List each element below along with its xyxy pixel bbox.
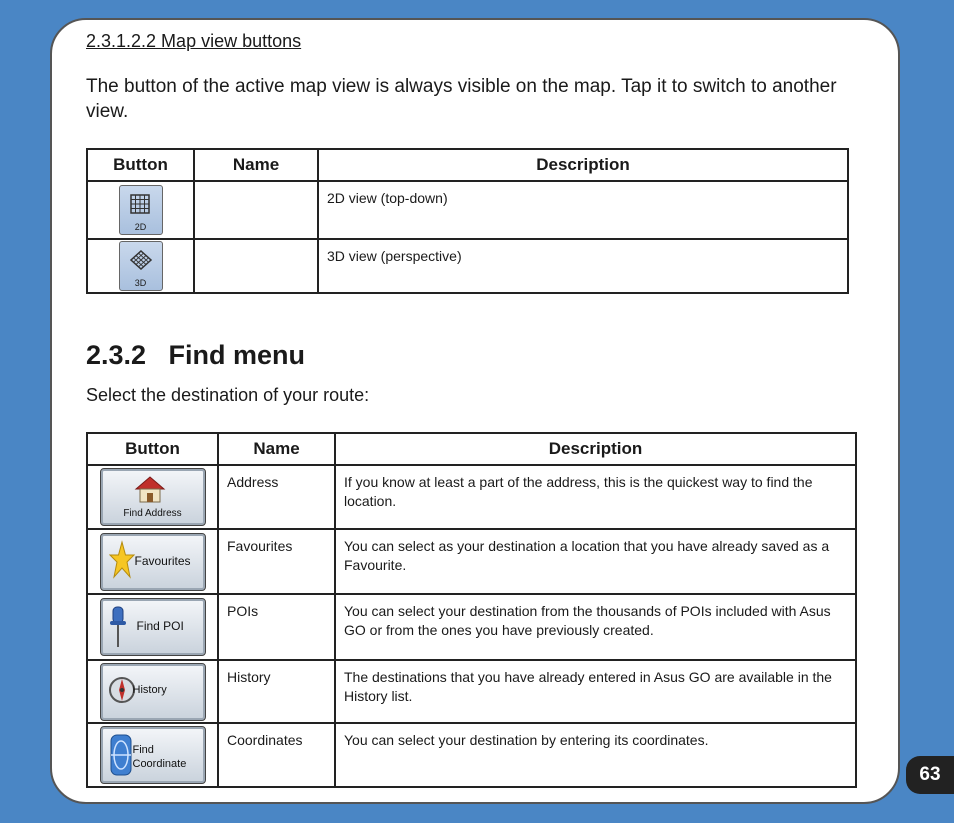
table-row [87, 239, 848, 293]
table-row [87, 465, 856, 529]
button-label: Favourites [134, 553, 191, 568]
view-description: 2D view (top-down) [318, 181, 848, 239]
find-option-description: The destinations that you have already entered in Asus GO are available in the History list. [335, 660, 856, 723]
find-option-description: You can select as your destination a location that you have already saved as a Favourite. [335, 529, 856, 594]
globe-icon [109, 733, 135, 777]
house-icon [133, 475, 167, 503]
col-header-name: Name [218, 433, 335, 465]
find-option-name: Favourites [218, 529, 335, 594]
col-header-description: Description [335, 433, 856, 465]
section-heading: 2.3.2 Find menu [86, 340, 306, 370]
find-address-button[interactable] [100, 468, 206, 526]
map-view-buttons-table [86, 148, 849, 294]
button-label: 2D [134, 222, 147, 232]
table-row [87, 660, 856, 723]
favourites-button[interactable] [100, 533, 206, 591]
find-menu-table [86, 432, 857, 788]
star-icon [109, 540, 135, 580]
table-row [87, 181, 848, 239]
col-header-name: Name [194, 149, 318, 181]
table-row [87, 723, 856, 787]
find-poi-button[interactable] [100, 598, 206, 656]
find-coordinate-button[interactable] [100, 726, 206, 784]
section-intro: Select the destination of your route: [86, 385, 370, 405]
2d-view-button[interactable] [119, 185, 163, 235]
table-row [87, 594, 856, 660]
button-label-line-2: Coordinate [132, 758, 187, 770]
subsection-heading: 2.3.1.2.2 Map view buttons [86, 31, 302, 51]
find-option-name: Address [218, 465, 335, 529]
intro-paragraph: The button of the active map view is always visible on the map. Tap it to switch to another view. [86, 76, 837, 122]
find-option-name: Coordinates [218, 723, 335, 787]
button-label-line-1: Find [132, 744, 154, 756]
col-header-button: Button [87, 149, 194, 181]
col-header-button: Button [87, 433, 218, 465]
perspective-grid-icon [130, 250, 152, 270]
grid-icon [130, 194, 150, 214]
page-number: 63 [906, 756, 954, 794]
find-option-description: You can select your destination by entering its coordinates. [335, 723, 856, 787]
pushpin-icon [109, 605, 127, 649]
find-option-description: You can select your destination from the thousands of POIs included with Asus GO or from the ones you have previously created. [335, 594, 856, 660]
3d-view-button[interactable] [119, 241, 163, 291]
find-option-name: History [218, 660, 335, 723]
button-label: 3D [134, 278, 147, 288]
button-label: Find Address [123, 508, 182, 519]
button-label: History [132, 683, 167, 696]
view-description: 3D view (perspective) [318, 239, 848, 293]
view-name [194, 239, 318, 293]
find-option-description: If you know at least a part of the address, this is the quickest way to find the location. [335, 465, 856, 529]
table-row [87, 529, 856, 594]
button-label: Find POI [136, 619, 184, 633]
col-header-description: Description [318, 149, 848, 181]
view-name [194, 181, 318, 239]
history-button[interactable] [100, 663, 206, 721]
find-option-name: POIs [218, 594, 335, 660]
